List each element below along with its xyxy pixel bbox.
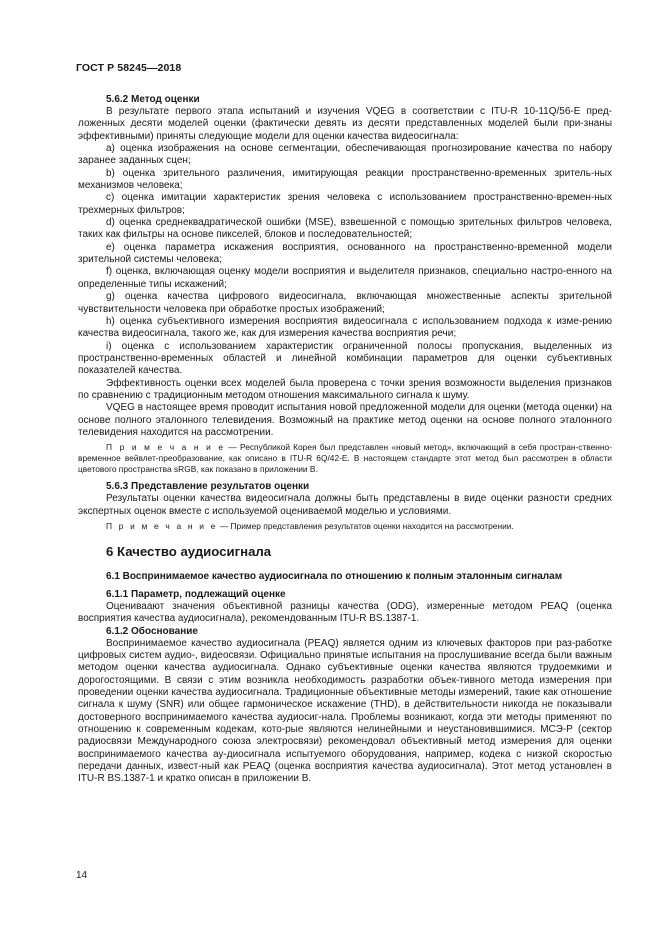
heading-6: 6 Качество аудиосигнала (106, 543, 272, 559)
list-item-d: d) оценка среднеквадратической ошибки (MSE), взвешенной с помощью зрительных фильтров человека, таких как фильтры на основе пикселей, блоков и последовательностей; (78, 217, 612, 241)
paragraph-vqeg: VQEG в настоящее время проводит испытания новой предложенной модели для оценки (метода оценки) на основе полного эталонного телевидения. Возможный на практике метод оценки на основе полного эталонного телевидения находится на рассмотрении. (78, 402, 612, 438)
heading-6-1-1: 6.1.1 Параметр, подлежащий оценке (106, 588, 286, 600)
heading-6-1-2: 6.1.2 Обоснование (106, 625, 198, 637)
list-item-a: а) оценка изображения на основе сегментации, обеспечивающая прогнозирование качества по набору заранее заданных сцен; (78, 143, 612, 167)
list-item-i: i) оценка с использованием характеристик ограниченной полосы пропускания, выделенных из пространственно-временных областей и линейной комбинации параметров для оценки субъективных показателей качества. (78, 340, 612, 377)
heading-6-1: 6.1 Воспринимаемое качество аудиосигнала по отношению к полным эталонным сигналам (106, 570, 563, 582)
paragraph-6-1-1: Оцениваают значения объективной разницы качества (ODG), измеренные методом PEAQ (оценка восприятия качества аудиосигнала), рекомендованным ITU-R BS.1387-1. (78, 600, 612, 625)
note-5-6-2 (78, 442, 612, 475)
list-item-h: h) оценка субъективного измерения восприятия видеосигнала с использованием подхода к изме-рению качества видеосигнала, такого же, как для измерения качества восприятия речи; (78, 315, 612, 340)
heading-5-6-2: 5.6.2 Метод оценки (106, 94, 200, 105)
list-item-e: e) оценка параметра искажения восприятия, основанного на пространственно-временной модели зрительной системы человека; (78, 241, 612, 266)
list-item-c: c) оценка имитации характеристик зрения человека с использованием пространственно-времен-ных трехмерных фильтров; (78, 192, 612, 216)
paragraph-5-6-3: Результаты оценки качества видеосигнала должны быть представлены в виде оценки разности средних экспертных оценок вместе с используемой оцениваемой моделью и условиями. (78, 493, 612, 517)
paragraph-intro: В результате первого этапа испытаний и изучения VQEG в соответствии с ITU-R 10-11Q/56-E пред-ложенных десяти моделей оценки (фактически девять из десяти представленных моделей были при-знаны эффективными) приняты следующие модели для оценки качества видеосигнала: (78, 106, 612, 142)
list-item-b: b) оценка зрительного различения, имитирующая реакции пространственно-временных зритель-ных механизмов человека; (78, 167, 612, 192)
paragraph-efficiency: Эффективность оценки всех моделей была проверена с точки зрения возможности выделения признаков по сравнению с традиционным методом отношения максимального сигнала к шуму. (78, 377, 612, 401)
paragraph-6-1-2: Воспринимаемое качество аудиосигнала (PEAQ) является одним из ключевых факторов при раз-работке цифровых систем аудио-, видеосвязи. Официально принятые испытания на прослушивание всегда были важным методом оценки качества аудиосигнала. Однако субъективные оценки качества являются трудоемкими и дорогостоящими. В связи с этим возникла необходимость разработки объек-тивного метода измерения при проведении оценки качества аудиосигнала. Традиционные объективные методы измерений, такие как отношение сигнала к шуму (SNR) или общее гармоническое искажение (THD), в действительности никогда не показывали достоверного воспринимаемого качества аудиосиг-нала. Проблемы возникают, когда эти методы применяют по отношению к современным кодекам, кото-рые являются нелинейными и неустановившимися. МСЭ-Р (сектор радиосвязи Международного союза электросвязи) рекомендовал объективный метод измерения для оценки воспринимаемого качества ау-диосигнала испытуемого оборудования, например, кодека с низкой скоростью передачи данных, извест-ный как PEAQ (оценка восприятия качества аудиосигнала). Этот метод установлен в ITU-R BS.1387-1 и кратко описан в приложении В. (78, 637, 612, 785)
document-header: ГОСТ Р 58245—2018 (76, 62, 182, 74)
note-text: — Пример представления результатов оценки находится на рассмотрении. (217, 520, 514, 531)
page-content (78, 94, 612, 786)
list-item-f: f) оценка, включающая оценку модели восприятия и выделителя признаков, специально настро-енного на определенные типы искажений; (78, 266, 612, 290)
page-number: 14 (76, 870, 88, 881)
note-label: П р и м е ч а н и е (106, 520, 218, 531)
list-item-g: g) оценка качества цифрового видеосигнала, включающая множественные аспекты зрительной чувствительности человека при обработке простых изображений; (78, 291, 612, 315)
heading-5-6-3: 5.6.3 Представление результатов оценки (106, 481, 310, 493)
note-5-6-3 (78, 521, 612, 532)
note-label: П р и м е ч а н и е (106, 442, 226, 453)
note-text: — Республикой Корея был представлен «новый метод», включающий в себя простран-ственно-временное вейвлет-преобразование, как описано в ITU-R 6Q/42-E. В настоящем стандарте этот метод был рассмотрен в области цветового пространства sRGB, как показано в приложении В. (78, 442, 613, 475)
